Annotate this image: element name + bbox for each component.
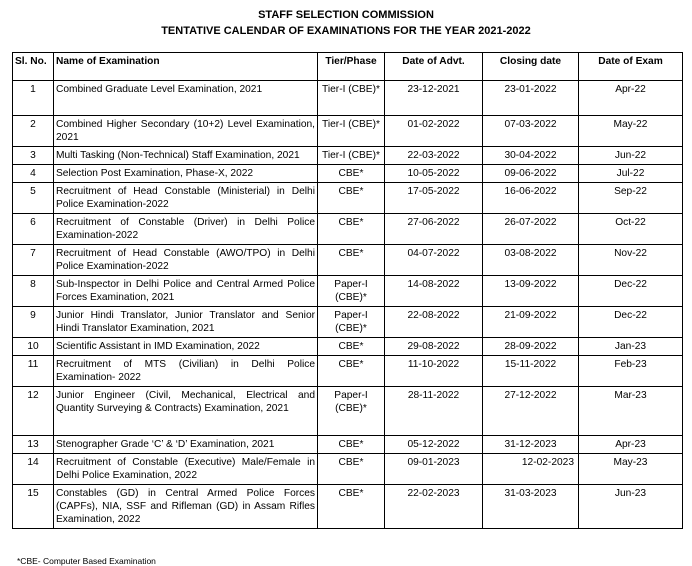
- table-row: [13, 356, 683, 387]
- cell-exam: Dec-22: [579, 276, 683, 307]
- cell-tier: CBE*: [318, 338, 385, 356]
- table-row: [13, 183, 683, 214]
- cell-closing: 15-11-2022: [483, 356, 579, 387]
- cell-sl: 14: [13, 454, 54, 485]
- document-subtitle: TENTATIVE CALENDAR OF EXAMINATIONS FOR THE YEAR 2021-2022: [161, 25, 531, 37]
- cell-sl: 6: [13, 214, 54, 245]
- cell-sl: 12: [13, 387, 54, 436]
- exam-calendar-table: [12, 52, 683, 529]
- cell-name: Combined Higher Secondary (10+2) Level Examination, 2021: [54, 116, 318, 147]
- cell-exam: Jun-23: [579, 485, 683, 529]
- cell-tier: CBE*: [318, 356, 385, 387]
- cell-closing: 09-06-2022: [483, 165, 579, 183]
- cell-sl: 8: [13, 276, 54, 307]
- table-row: [13, 276, 683, 307]
- cell-exam: Nov-22: [579, 245, 683, 276]
- cell-tier: CBE*: [318, 436, 385, 454]
- footnote: *CBE- Computer Based Examination: [17, 556, 156, 566]
- cell-closing: 21-09-2022: [483, 307, 579, 338]
- cell-exam: Apr-23: [579, 436, 683, 454]
- cell-tier: CBE*: [318, 454, 385, 485]
- table-row: [13, 485, 683, 529]
- table-row: [13, 165, 683, 183]
- table-row: [13, 387, 683, 436]
- table-row: [13, 436, 683, 454]
- cell-advt: 28-11-2022: [385, 387, 483, 436]
- cell-tier: Paper-I (CBE)*: [318, 387, 385, 436]
- header-sl-no: Sl. No.: [13, 53, 54, 81]
- cell-name: Scientific Assistant in IMD Examination, 2022: [54, 338, 318, 356]
- cell-tier: CBE*: [318, 214, 385, 245]
- cell-name: Stenographer Grade ‘C’ & ‘D’ Examination, 2021: [54, 436, 318, 454]
- cell-advt: 05-12-2022: [385, 436, 483, 454]
- cell-sl: 10: [13, 338, 54, 356]
- table-row: [13, 454, 683, 485]
- cell-closing: 31-03-2023: [483, 485, 579, 529]
- cell-closing: 23-01-2022: [483, 81, 579, 116]
- cell-advt: 29-08-2022: [385, 338, 483, 356]
- cell-sl: 11: [13, 356, 54, 387]
- cell-sl: 2: [13, 116, 54, 147]
- cell-advt: 27-06-2022: [385, 214, 483, 245]
- cell-advt: 01-02-2022: [385, 116, 483, 147]
- cell-name: Junior Engineer (Civil, Mechanical, Electrical and Quantity Surveying & Contracts) Examination, 2021: [54, 387, 318, 436]
- header-exam-date: Date of Exam: [579, 53, 683, 81]
- table-row: [13, 214, 683, 245]
- cell-name: Recruitment of Head Constable (Ministerial) in Delhi Police Examination-2022: [54, 183, 318, 214]
- cell-sl: 15: [13, 485, 54, 529]
- cell-name: Combined Graduate Level Examination, 2021: [54, 81, 318, 116]
- table-header-row: [13, 53, 683, 81]
- cell-exam: May-23: [579, 454, 683, 485]
- cell-advt: 11-10-2022: [385, 356, 483, 387]
- cell-exam: Sep-22: [579, 183, 683, 214]
- header-advt-date: Date of Advt.: [385, 53, 483, 81]
- cell-exam: Jul-22: [579, 165, 683, 183]
- cell-advt: 10-05-2022: [385, 165, 483, 183]
- cell-tier: CBE*: [318, 485, 385, 529]
- cell-closing: 03-08-2022: [483, 245, 579, 276]
- cell-advt: 22-02-2023: [385, 485, 483, 529]
- cell-sl: 4: [13, 165, 54, 183]
- cell-sl: 7: [13, 245, 54, 276]
- cell-name: Recruitment of MTS (Civilian) in Delhi Police Examination- 2022: [54, 356, 318, 387]
- cell-exam: Oct-22: [579, 214, 683, 245]
- cell-closing: 07-03-2022: [483, 116, 579, 147]
- header-tier: Tier/Phase: [318, 53, 385, 81]
- cell-name: Junior Hindi Translator, Junior Translator and Senior Hindi Translator Examination, 2021: [54, 307, 318, 338]
- table-row: [13, 307, 683, 338]
- cell-exam: Dec-22: [579, 307, 683, 338]
- header-name: Name of Examination: [54, 53, 318, 81]
- cell-name: Selection Post Examination, Phase-X, 2022: [54, 165, 318, 183]
- cell-exam: Mar-23: [579, 387, 683, 436]
- cell-name: Recruitment of Constable (Executive) Male/Female in Delhi Police Examination, 2022: [54, 454, 318, 485]
- cell-advt: 22-08-2022: [385, 307, 483, 338]
- cell-closing: 27-12-2022: [483, 387, 579, 436]
- cell-closing: 12-02-2023: [483, 454, 579, 485]
- cell-name: Multi Tasking (Non-Technical) Staff Examination, 2021: [54, 147, 318, 165]
- cell-advt: 23-12-2021: [385, 81, 483, 116]
- cell-tier: CBE*: [318, 245, 385, 276]
- cell-tier: Tier-I (CBE)*: [318, 81, 385, 116]
- cell-tier: CBE*: [318, 165, 385, 183]
- cell-name: Constables (GD) in Central Armed Police Forces (CAPFs), NIA, SSF and Rifleman (GD) in Assam Rifles Examination, 2022: [54, 485, 318, 529]
- cell-sl: 13: [13, 436, 54, 454]
- table-row: [13, 245, 683, 276]
- cell-advt: 04-07-2022: [385, 245, 483, 276]
- cell-closing: 28-09-2022: [483, 338, 579, 356]
- cell-tier: Paper-I (CBE)*: [318, 276, 385, 307]
- cell-sl: 5: [13, 183, 54, 214]
- cell-sl: 1: [13, 81, 54, 116]
- cell-closing: 16-06-2022: [483, 183, 579, 214]
- cell-sl: 9: [13, 307, 54, 338]
- cell-closing: 26-07-2022: [483, 214, 579, 245]
- cell-tier: Paper-I (CBE)*: [318, 307, 385, 338]
- cell-advt: 17-05-2022: [385, 183, 483, 214]
- cell-name: Recruitment of Constable (Driver) in Delhi Police Examination-2022: [54, 214, 318, 245]
- cell-closing: 13-09-2022: [483, 276, 579, 307]
- cell-closing: 31-12-2023: [483, 436, 579, 454]
- cell-exam: Feb-23: [579, 356, 683, 387]
- table-row: [13, 338, 683, 356]
- cell-exam: Jun-22: [579, 147, 683, 165]
- cell-advt: 22-03-2022: [385, 147, 483, 165]
- header-closing-date: Closing date: [483, 53, 579, 81]
- cell-sl: 3: [13, 147, 54, 165]
- cell-name: Sub-Inspector in Delhi Police and Central Armed Police Forces Examination, 2021: [54, 276, 318, 307]
- cell-exam: May-22: [579, 116, 683, 147]
- table-row: [13, 116, 683, 147]
- cell-name: Recruitment of Head Constable (AWO/TPO) in Delhi Police Examination-2022: [54, 245, 318, 276]
- document-title: STAFF SELECTION COMMISSION: [258, 9, 434, 21]
- cell-exam: Jan-23: [579, 338, 683, 356]
- cell-exam: Apr-22: [579, 81, 683, 116]
- cell-advt: 14-08-2022: [385, 276, 483, 307]
- table-row: [13, 81, 683, 116]
- cell-closing: 30-04-2022: [483, 147, 579, 165]
- table-row: [13, 147, 683, 165]
- cell-advt: 09-01-2023: [385, 454, 483, 485]
- cell-tier: Tier-I (CBE)*: [318, 116, 385, 147]
- cell-tier: Tier-I (CBE)*: [318, 147, 385, 165]
- cell-tier: CBE*: [318, 183, 385, 214]
